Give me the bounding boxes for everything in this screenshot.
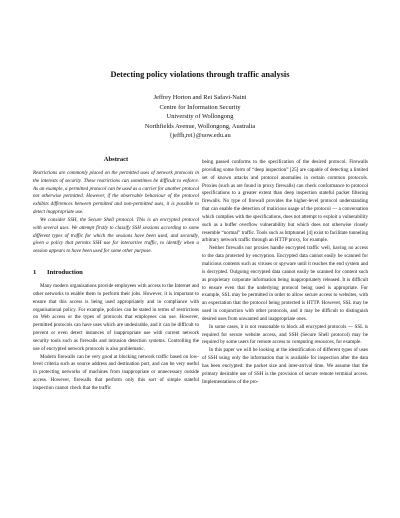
abstract-section — [33, 156, 199, 256]
right-column — [202, 159, 368, 386]
affiliation-line: University of Wollongong — [166, 113, 234, 121]
body-paragraph: Many modern organisations provide employees with access to the Internet and other networks to enable them to perform their jobs. However, it is important to ensure that this access is being used appropriately and in compliance with organisational policy. For example, policies can be stated in terms of restrictions on Web access or the types of protocols that employees can use. However, permitted protocols can have uses which are undesirable, and it can be difficult to prevent or even detect instances of inappropriate use with current network security tools such as firewalls and intrusion detection systems. Controlling the use of encrypted network protocols is also problematic. — [33, 282, 199, 352]
body-paragraph: being passed conforms to the specification of the desired protocol. Firewalls providing some form of “deep inspection” [25] are capable of detecting a limited set of known attacks and protocol anomalies in certain common protocols. Proxies (such as are found in proxy firewalls) can check conformance to protocol specifications to a greater extent than deep inspection stateful packet filtering firewalls. No type of firewall provides the higher-level protocol understanding that can enable the detection of malicious usage of the protocol — a conversation which complies with the specifications, does not attempt to exploit a vulnerability such as a buffer overflow vulnerability but which does not otherwise closely resemble “normal” traffic. Tools such as httptunnel [4] exist to facilitate tunneling arbitrary network traffic through an HTTP proxy, for example. — [202, 159, 368, 244]
body-paragraph: In this paper we will be looking at the identification of different types of uses of SSH using only the information that is available for inspection after the data has been encrypted: the packet size and inter-arrival time. We assume that the primary desirable use of SSH is the provision of secure remote terminal access. Implementations of the pro- — [202, 347, 368, 385]
author-block — [0, 93, 400, 141]
affiliation-line: Centre for Information Security — [159, 103, 241, 111]
left-column — [33, 156, 199, 393]
body-paragraph: Neither firewalls nor proxies handle encrypted traffic well, having no access to the data protected by encryption. Encrypted data cannot easily be scanned for malicious contents such as viruses or spyware until it reaches the end system and is decrypted. Outgoing encrypted data cannot easily be scanned for content such as proprietary corporate information being inappropriately released. It is difficult to ensure even that the underlying protocol being used is appropriate. For example, SSL may be permitted in order to allow secure access to websites, with an expectation that the protocol being protected is HTTP. However, SSL may be used in conjunction with other protocols, and it may be difficult to distinguish desired uses from unwanted and inappropriate ones. — [202, 245, 368, 322]
author-email: {jeffh,rei}@uow.edu.au — [169, 132, 231, 140]
affiliation-line: Northfields Avenue, Wollongong, Australia — [144, 122, 256, 130]
introduction-heading — [33, 269, 199, 277]
section-number: 1 — [33, 269, 37, 277]
introduction-section — [33, 269, 199, 393]
paper-title: Detecting policy violations through traffic analysis — [110, 70, 290, 79]
author-names: Jeffrey Horton and Rei Safavi-Naini — [153, 94, 247, 101]
body-paragraph: In some cases, it is not reasonable to block all encrypted protocols — SSL is required for secure website access, and SSH (Secure Shell protocol) may be required by some users for remote access to computing resources, for example. — [202, 323, 368, 346]
abstract-paragraph: We consider SSH, the Secure Shell protocol. This is an encrypted protocol with several uses. We attempt firstly to classify SSH sessions according to some different types of traffic for which the sessions have been used, and secondly, given a policy that permits SSH use for interactive traffic, to identify when a session appears to have been used for some other purpose. — [33, 216, 199, 255]
abstract-paragraph: Restrictions are commonly placed on the permitted uses of network protocols in the interests of security. These restrictions can sometimes be difficult to enforce. As an example, a permitted protocol can be used as a carrier for another protocol not otherwise permitted. However, if the observable behaviour of the protocol exhibits differences between permitted and non-permitted uses, it is possible to detect inappropriate use. — [33, 169, 199, 216]
abstract-heading: Abstract — [103, 156, 129, 163]
section-title: Introduction — [47, 269, 83, 277]
body-paragraph: Modern firewalls can be very good at blocking network traffic based on low-level criteria such as source address and destination port, and can be very useful in protecting networks of machines from inappropriate or unnecessary outside access. However, firewalls that perform only this sort of simple stateful inspection cannot check that the traffic — [33, 353, 199, 391]
